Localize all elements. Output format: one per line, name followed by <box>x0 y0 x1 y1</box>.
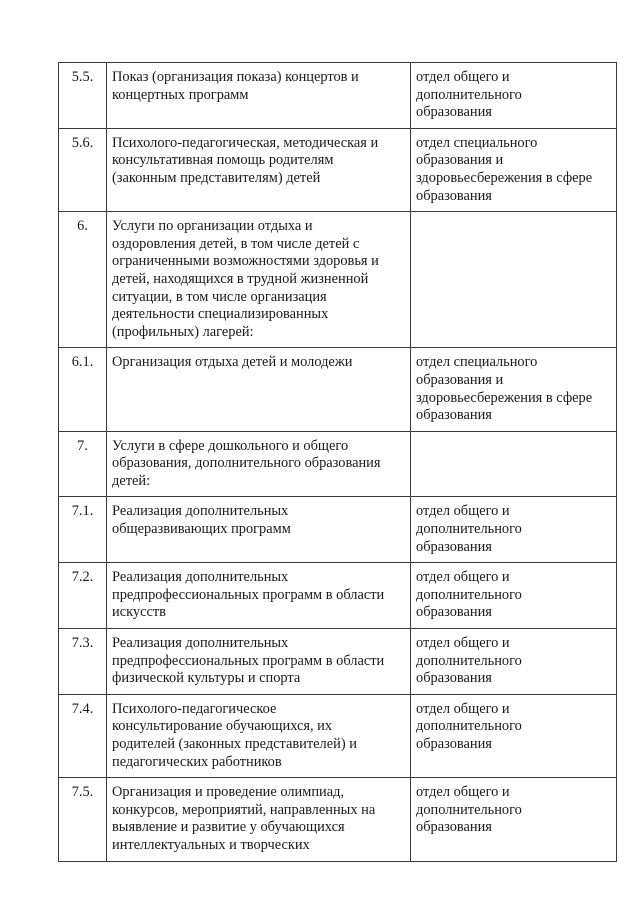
responsible-department: отдел общего и дополнительного образования <box>411 694 617 777</box>
row-number: 7.1. <box>59 497 107 563</box>
row-number: 7.5. <box>59 778 107 861</box>
table-row <box>59 497 617 563</box>
service-description: Организация отдыха детей и молодежи <box>107 348 411 431</box>
service-description: Реализация дополнительных предпрофессиональных программ в области искусств <box>107 563 411 629</box>
responsible-department: отдел общего и дополнительного образования <box>411 63 617 129</box>
service-description: Услуги в сфере дошкольного и общего образования, дополнительного образования детей: <box>107 431 411 497</box>
row-number: 5.5. <box>59 63 107 129</box>
row-number: 7.2. <box>59 563 107 629</box>
responsible-department <box>411 212 617 348</box>
table-row <box>59 629 617 695</box>
row-number: 7.4. <box>59 694 107 777</box>
service-description: Организация и проведение олимпиад, конкурсов, мероприятий, направленных на выявление и развитие у обучающихся интеллектуальных и творческих <box>107 778 411 861</box>
services-table <box>58 62 617 862</box>
responsible-department: отдел общего и дополнительного образования <box>411 629 617 695</box>
table-row <box>59 563 617 629</box>
responsible-department <box>411 431 617 497</box>
responsible-department: отдел специального образования и здоровьесбережения в сфере образования <box>411 348 617 431</box>
service-description: Показ (организация показа) концертов и концертных программ <box>107 63 411 129</box>
service-description: Психолого-педагогическая, методическая и консультативная помощь родителям (законным представителям) детей <box>107 128 411 211</box>
table-row <box>59 128 617 211</box>
table-row <box>59 63 617 129</box>
service-description: Реализация дополнительных общеразвивающих программ <box>107 497 411 563</box>
table-row <box>59 694 617 777</box>
row-number: 7.3. <box>59 629 107 695</box>
service-description: Психолого-педагогическое консультирование обучающихся, их родителей (законных представителей) и педагогических работников <box>107 694 411 777</box>
table-row <box>59 348 617 431</box>
table-row <box>59 212 617 348</box>
row-number: 5.6. <box>59 128 107 211</box>
row-number: 7. <box>59 431 107 497</box>
service-description: Реализация дополнительных предпрофессиональных программ в области физической культуры и спорта <box>107 629 411 695</box>
responsible-department: отдел общего и дополнительного образования <box>411 778 617 861</box>
responsible-department: отдел специального образования и здоровьесбережения в сфере образования <box>411 128 617 211</box>
responsible-department: отдел общего и дополнительного образования <box>411 563 617 629</box>
table-row <box>59 778 617 861</box>
service-description: Услуги по организации отдыха и оздоровления детей, в том числе детей с ограниченными возможностями здоровья и детей, находящихся в трудной жизненной ситуации, в том числе организация деятельности специализированных (профильных) лагерей: <box>107 212 411 348</box>
table-row <box>59 431 617 497</box>
row-number: 6.1. <box>59 348 107 431</box>
responsible-department: отдел общего и дополнительного образования <box>411 497 617 563</box>
row-number: 6. <box>59 212 107 348</box>
